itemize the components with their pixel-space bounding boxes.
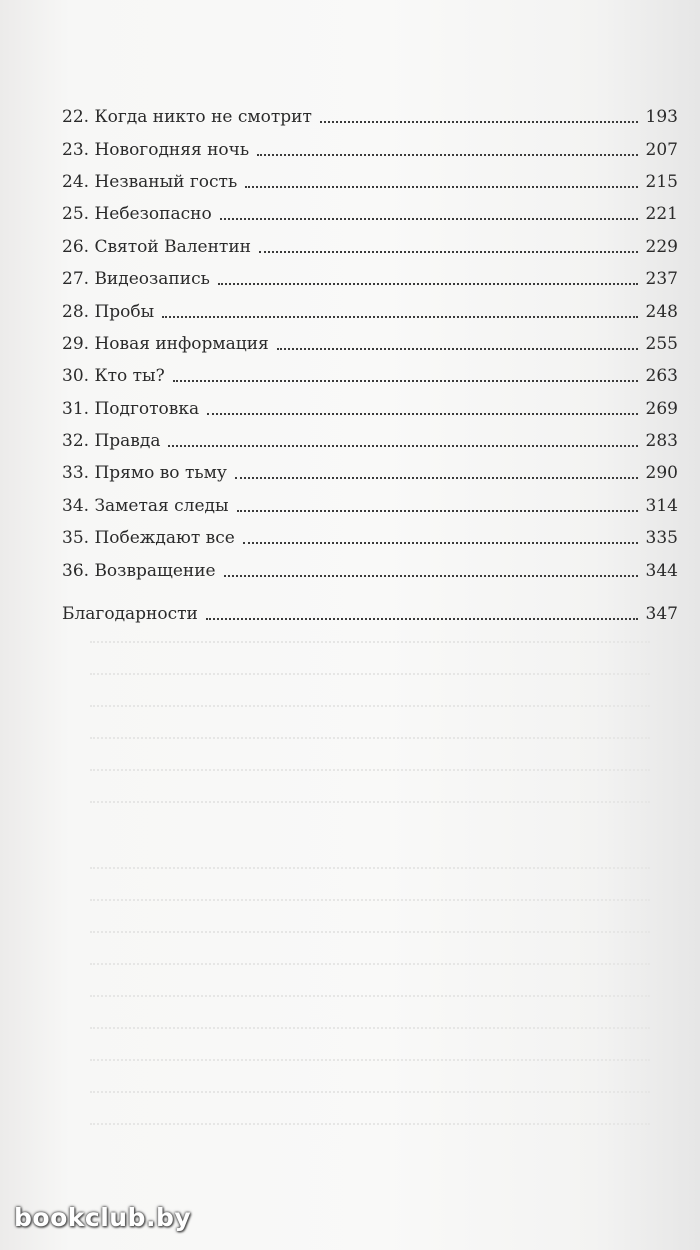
dot-leader <box>220 218 638 220</box>
dot-leader <box>245 186 637 188</box>
toc-entry-title: 35. Побеждают все <box>62 528 235 549</box>
dot-leader <box>237 510 638 512</box>
toc-entry-title: 34. Заметая следы <box>62 495 229 516</box>
toc-entry <box>62 101 678 133</box>
dot-leader <box>243 542 638 544</box>
site-watermark: bookclub.by <box>14 1203 192 1232</box>
toc-entry-page: 193 <box>645 107 678 128</box>
dot-leader <box>224 575 638 577</box>
toc-entry-title: 31. Подготовка <box>62 398 200 419</box>
table-of-contents <box>62 101 678 630</box>
toc-entry-title: Благодарности <box>62 604 198 625</box>
toc-entry <box>62 425 678 457</box>
toc-entry <box>62 522 678 554</box>
toc-entry-title: 25. Небезопасно <box>62 204 212 225</box>
toc-entry-page: 347 <box>645 604 678 625</box>
toc-entry <box>62 554 678 586</box>
dot-leader <box>320 121 638 123</box>
toc-entry-page: 229 <box>645 236 678 257</box>
toc-entry-title: 23. Новогодняя ночь <box>62 139 250 160</box>
toc-entry-title: 29. Новая информация <box>62 333 269 354</box>
toc-entry-page: 335 <box>645 528 678 549</box>
toc-entry-title: 30. Кто ты? <box>62 366 165 387</box>
dot-leader <box>173 380 638 382</box>
toc-entry <box>62 328 678 360</box>
toc-entry <box>62 295 678 327</box>
toc-entry-acknowledgements <box>62 598 678 630</box>
toc-entry <box>62 133 678 165</box>
toc-entry-title: 36. Возвращение <box>62 560 216 581</box>
toc-entry <box>62 166 678 198</box>
dot-leader <box>207 413 637 415</box>
toc-entry-page: 283 <box>645 431 678 452</box>
dot-leader <box>218 283 638 285</box>
toc-entry-page: 207 <box>645 139 678 160</box>
toc-entry-title: 22. Когда никто не смотрит <box>62 107 312 128</box>
toc-entry <box>62 198 678 230</box>
dot-leader <box>277 348 638 350</box>
toc-entry-page: 221 <box>645 204 678 225</box>
toc-entry-page: 248 <box>645 301 678 322</box>
toc-entry <box>62 360 678 392</box>
toc-entry-page: 255 <box>645 333 678 354</box>
toc-entry-title: 28. Пробы <box>62 301 155 322</box>
toc-entry <box>62 231 678 263</box>
toc-entry-page: 237 <box>645 269 678 290</box>
dot-leader <box>162 316 637 318</box>
dot-leader <box>206 618 638 620</box>
dot-leader <box>235 477 638 479</box>
toc-entry-title: 32. Правда <box>62 431 161 452</box>
toc-entry-page: 344 <box>645 560 678 581</box>
toc-entry-page: 215 <box>645 171 678 192</box>
toc-entry <box>62 457 678 489</box>
toc-entry-page: 263 <box>645 366 678 387</box>
toc-entry-title: 27. Видеозапись <box>62 269 210 290</box>
toc-entry-page: 290 <box>645 463 678 484</box>
dot-leader <box>259 251 638 253</box>
dot-leader <box>257 154 637 156</box>
toc-spacer <box>62 587 678 598</box>
toc-entry-title: 26. Святой Валентин <box>62 236 252 257</box>
toc-entry-title: 33. Прямо во тьму <box>62 463 227 484</box>
dot-leader <box>168 445 637 447</box>
toc-entry <box>62 490 678 522</box>
toc-entry <box>62 263 678 295</box>
toc-entry-page: 269 <box>645 398 678 419</box>
toc-entry-title: 24. Незваный гость <box>62 171 238 192</box>
toc-entry <box>62 393 678 425</box>
toc-entry-page: 314 <box>645 495 678 516</box>
